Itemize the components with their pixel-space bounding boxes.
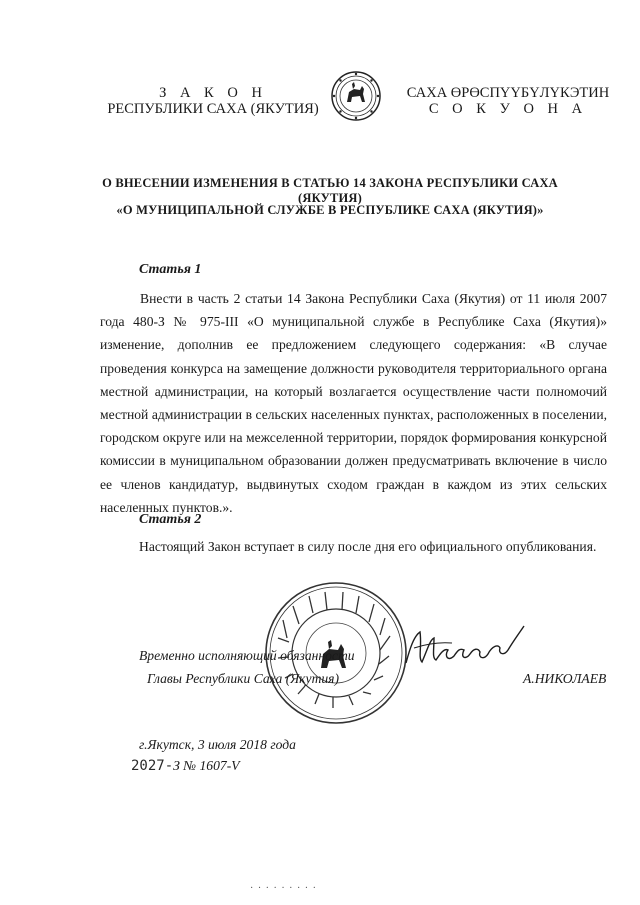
law-number-printed: З № 1607-V [173, 758, 240, 773]
header-left-line1: З А К О Н [159, 85, 267, 101]
header-right-line1: САХА ӨРӨСПҮҮБҮЛҮКЭТИН [406, 85, 610, 101]
place-and-date: г.Якутск, 3 июля 2018 года [139, 737, 296, 752]
title-line1: О ВНЕСЕНИИ ИЗМЕНЕНИЯ В СТАТЬЮ 14 ЗАКОНА РЕСПУБЛИКИ САХА (ЯКУТИЯ) [102, 176, 558, 205]
emblem-icon [330, 70, 382, 122]
header-right-line2: С О К У О Н А [428, 101, 588, 117]
header-right [392, 85, 624, 117]
article2-text: Настоящий Закон вступает в силу после дня его официального опубликования. [139, 539, 597, 554]
signatory-position-line1: Временно исполняющий обязанности [139, 648, 355, 663]
scan-artifact: · · · · · · · · · [250, 883, 317, 894]
article2-heading: Статья 2 [139, 512, 202, 527]
law-number-handwritten: 2027- [131, 758, 174, 774]
article1-text: Внести в часть 2 статьи 14 Закона Республики Саха (Якутия) от 11 июля 2007 года 480-З № 975-III «О муниципальной службе в Республике Саха (Якутия)» изменение, дополнив ее предложением следующего содержания: «В случае проведения конкурса на замещение должности руководителя территориального органа местной администрации, на который возлагается осуществление части полномочий местной администрации в сельских населенных пунктах, расположенных в поселении, городском округе или на межселенной территории, порядок формирования конкурсной комиссии в муниципальном образовании должен предусматривать включение в число ее членов кандидатур, выдвинутых сходом граждан в каждом из этих сельских населенных пунктов.». [100, 291, 607, 515]
header-left [100, 85, 326, 117]
title-line2: «О МУНИЦИПАЛЬНОЙ СЛУЖБЕ В РЕСПУБЛИКЕ САХА (ЯКУТИЯ)» [116, 203, 544, 217]
handwritten-signature-icon [400, 618, 530, 673]
signatory-name: А.НИКОЛАЕВ [523, 671, 607, 686]
law-number [131, 758, 240, 774]
header-left-line2: РЕСПУБЛИКИ САХА (ЯКУТИЯ) [107, 101, 319, 117]
signatory-position-line2: Главы Республики Саха (Якутия) [147, 671, 340, 686]
article1-heading: Статья 1 [139, 262, 202, 277]
